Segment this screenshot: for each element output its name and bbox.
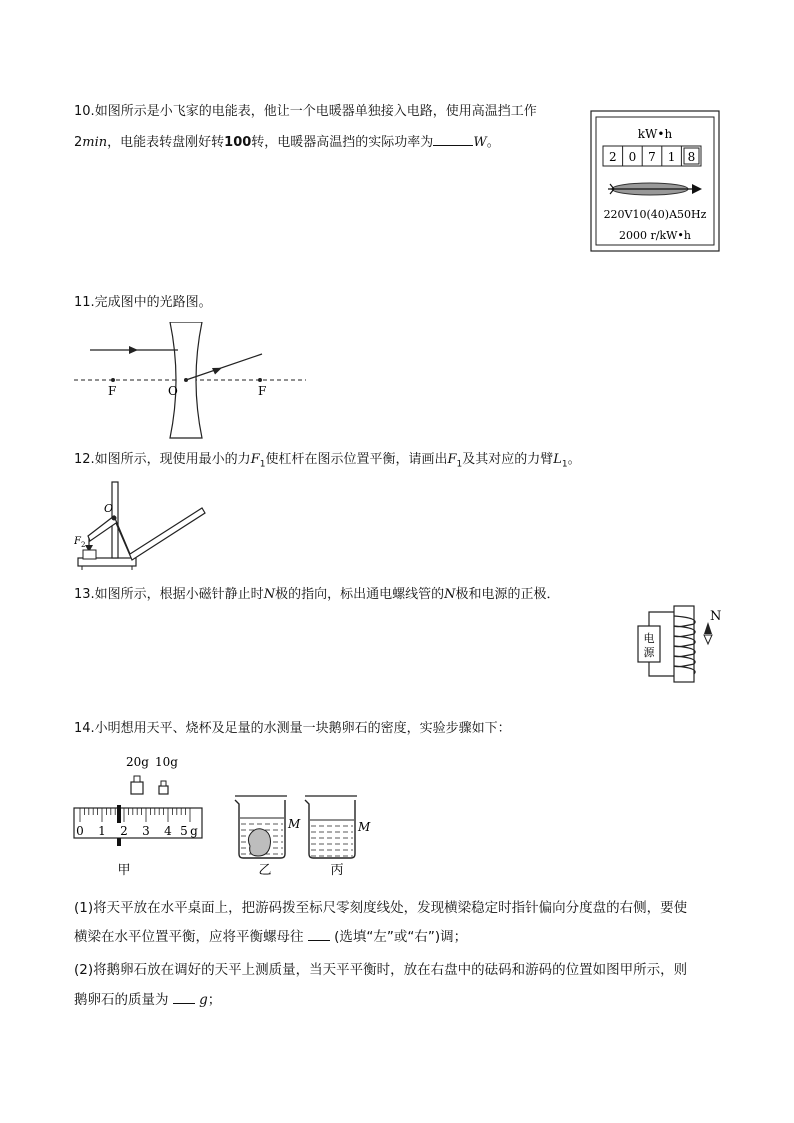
q12-force2-sub: 1: [456, 459, 463, 470]
meter-unit-label: kW•h: [637, 127, 673, 141]
q14-step2-text-b: 鹅卵石的质量为: [74, 992, 169, 1008]
refracted-ray-arrow: [212, 368, 222, 375]
meter-digit: 8: [687, 150, 696, 164]
q12-end: 。: [567, 452, 581, 467]
fig-label-bing: 丙: [330, 863, 344, 878]
q10-text-1: 如图所示是小飞家的电能表，他让一个电暖器单独接入电路，使用高温挡工作: [94, 104, 537, 119]
wire-bottom: [649, 662, 674, 676]
scale-tick-label: 4: [164, 824, 172, 838]
weight-20g: [131, 776, 143, 794]
weight-10g-label: 10g: [155, 755, 178, 769]
q14-text: 14.小明想用天平、烧杯及足量的水测量一块鹅卵石的密度，实验步骤如下：: [74, 721, 511, 736]
q14-step2-line2: [74, 990, 221, 1010]
q14-step1-text-c: (选填“左”或“右”)调；: [334, 929, 468, 945]
q14-step2-end: ；: [207, 992, 222, 1008]
rider-marker-top: [117, 805, 121, 823]
scale-unit-label: g: [190, 824, 198, 838]
q10-end: 。: [486, 135, 500, 150]
q10-turns: 100: [224, 135, 252, 150]
scale-tick-label: 5: [180, 824, 188, 838]
q10-line1: [74, 102, 537, 122]
q12-arm-symbol: L: [553, 452, 562, 467]
meter-digit: 2: [608, 150, 617, 164]
q10-number: 10.: [74, 104, 95, 119]
meter-spec-label: 220V10(40)A50Hz: [603, 208, 707, 221]
q10-text-2a: ，电能表转盘刚好转: [107, 135, 225, 150]
compass-south-arrow: [704, 635, 712, 644]
lever-fulcrum: [112, 516, 117, 521]
pebble-stone: [248, 829, 270, 856]
focus-left-point: [111, 378, 115, 382]
q13-n-symbol: N: [263, 587, 276, 602]
q11-text: 11.完成图中的光路图。: [74, 295, 212, 310]
q14-step1-line2: [74, 927, 467, 947]
q14-step1-line1: (1)将天平放在水平桌面上，把游码拨至标尺零刻度线处，发现横梁稳定时指针偏向分度盘的右侧，要使: [74, 900, 688, 916]
power-label-2: 源: [643, 646, 655, 659]
q12-force-symbol: F: [250, 452, 260, 467]
q10-time-unit: min: [82, 135, 108, 150]
beaker-bing: [305, 796, 357, 858]
focus-left-label: F: [108, 384, 117, 398]
wire-top: [649, 612, 674, 626]
optical-center-label: O: [168, 384, 178, 398]
rider-marker-bottom: [117, 838, 121, 846]
q10-text-2b: 转，电暖器高温挡的实际功率为: [251, 135, 434, 150]
q13-text-a: 13.如图所示，根据小磁针静止时: [74, 587, 264, 602]
q13-text: [74, 585, 559, 605]
scale-tick-label: 1: [98, 824, 106, 838]
q12-text: [74, 450, 581, 475]
lever-bar: [88, 508, 205, 560]
fig-label-jia: 甲: [117, 863, 131, 878]
meter-digit: 0: [628, 150, 637, 164]
q12-force2-symbol: F: [447, 452, 457, 467]
focus-right-point: [258, 378, 262, 382]
f2-sub-label: 2: [81, 541, 86, 549]
meter-digit: 7: [648, 150, 656, 164]
q13-text-b: 极的指向，标出通电螺线管的: [275, 587, 445, 602]
q10-line2: [74, 133, 500, 153]
q10-answer-blank[interactable]: [433, 145, 473, 146]
q13-text-c: 极和电源的正极．: [455, 587, 560, 602]
q12-text-b: 使杠杆在图示位置平衡，请画出: [265, 452, 448, 467]
scale-tick-label: 3: [142, 824, 150, 838]
concave-lens-figure: [74, 322, 310, 440]
q12-text-a: 12.如图所示，现使用最小的力: [74, 452, 251, 467]
weight-20g-label: 20g: [126, 755, 149, 769]
weight-10g: [159, 781, 168, 794]
lever-figure: [74, 478, 209, 570]
fulcrum-label: O: [104, 502, 114, 515]
q10-time-value: 2: [74, 135, 83, 150]
q14-step1-text-b: 横梁在水平位置平衡，应将平衡螺母往: [74, 929, 304, 945]
meter-digit: 1: [667, 150, 676, 164]
q13-n2-symbol: N: [444, 587, 456, 602]
q14-step2-line1: (2)将鹅卵石放在调好的天平上测质量，当天平平衡时，放在右盘中的砝码和游码的位置如图甲所示，则: [74, 962, 688, 978]
optical-center-point: [184, 378, 188, 382]
q12-arm-sub: 1: [561, 459, 568, 470]
q12-text-c: 及其对应的力臂: [462, 452, 554, 467]
incident-ray-arrow: [129, 346, 138, 354]
meter-constant-label: 2000 r/kW•h: [619, 229, 691, 242]
balance-scale-ruler: [74, 805, 202, 846]
f2-label: F: [74, 536, 81, 547]
compass-n-label: N: [710, 609, 722, 624]
q10-unit: W: [473, 135, 487, 150]
beaker-yi-mark-label: M: [288, 817, 301, 831]
scale-tick-label: 0: [76, 824, 84, 838]
scale-tick-label: 2: [120, 824, 128, 838]
fig-label-yi: 乙: [258, 863, 272, 878]
power-label-1: 电: [643, 632, 655, 645]
solenoid-figure: [636, 604, 726, 686]
q14-step2-answer-blank[interactable]: [173, 1003, 195, 1004]
density-experiment-figure: [72, 752, 372, 880]
energy-meter-figure: [590, 110, 720, 252]
hanging-weight: [83, 550, 96, 559]
q12-force-sub: 1: [259, 459, 266, 470]
q14-step2-unit: g: [199, 992, 208, 1008]
beaker-bing-mark-label: M: [358, 820, 371, 834]
focus-right-label: F: [258, 384, 267, 398]
q14-step1-answer-blank[interactable]: [308, 940, 330, 941]
beaker-yi: [235, 796, 287, 858]
